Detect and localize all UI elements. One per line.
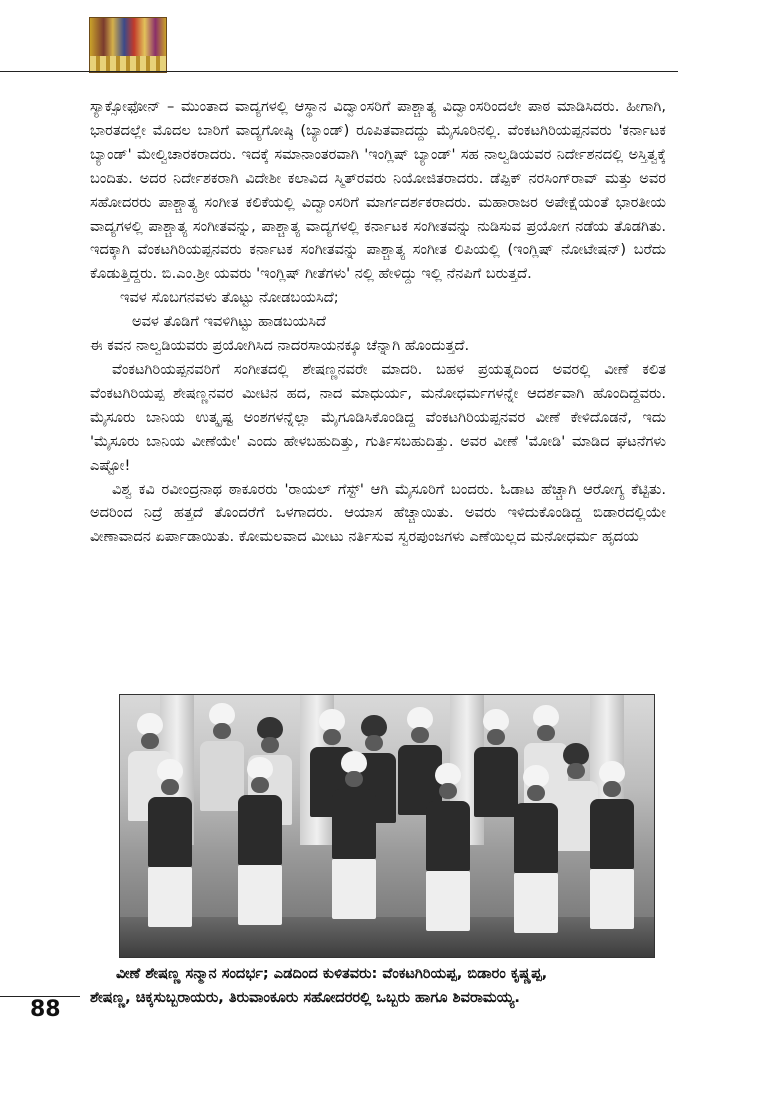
header-rule: [0, 71, 678, 72]
after-verse-line: ಈ ಕವನ ನಾಲ್ವಡಿಯವರು ಪ್ರಯೋಗಿಸಿದ ನಾದರಸಾಯನಕ್ಕೂ ಚೆನ್ನಾಗಿ ಹೊಂದುತ್ತದೆ.: [90, 337, 470, 355]
photo-caption: [90, 962, 680, 1010]
page-number: 88: [30, 997, 61, 1022]
caption-line-1: ವೀಣೆ ಶೇಷಣ್ಣ ಸನ್ಮಾನ ಸಂದರ್ಭ; ಎಡದಿಂದ ಕುಳಿತವರು: ವೆಂಕಟಗಿರಿಯಪ್ಪ, ಬಿಡಾರಂ ಕೃಷ್ಣಪ್ಪ,: [116, 965, 548, 982]
paragraph-3: ವಿಶ್ವ ಕವಿ ರವೀಂದ್ರನಾಥ ಠಾಕೂರರು 'ರಾಯಲ್ ಗೆಸ್ಟ್' ಆಗಿ ಮೈಸೂರಿಗೆ ಬಂದರು. ಓಡಾಟ ಹೆಚ್ಚಾಗಿ ಆರೋಗ್ಯ ಕೆಟ್ಟಿತು. ಅದರಿಂದ ನಿದ್ರೆ ಹತ್ತದೆ ತೊಂದರೆಗೆ ಒಳಗಾದರು. ಆಯಾಸ ಹೆಚ್ಚಾಯಿತು. ಅವರು ಇಳಿದುಕೊಂಡಿದ್ದ ಬಿಡಾರದಲ್ಲಿಯೇ ವೀಣಾವಾದನ ಏರ್ಪಾಡಾಯಿತು. ಕೋಮಲವಾದ ಮೀಟು ನರ್ತಿಸುವ ಸ್ವರಪುಂಜಗಳು ಎಣೆಯಿಲ್ಲದ ಮನೋಧರ್ಮ ಹೃದಯ: [90, 480, 666, 546]
header-decorative-image: [89, 17, 167, 73]
verse-line-1: ಇವಳ ಸೊಬಗನವಳು ತೊಟ್ಟು ನೋಡಬಯಸಿದೆ;: [120, 289, 339, 307]
caption-line-2: ಶೇಷಣ್ಣ, ಚಿಕ್ಕಸುಬ್ಬರಾಯರು, ತಿರುವಾಂಕೂರು ಸಹೋದರರಲ್ಲಿ ಒಬ್ಬರು ಹಾಗೂ ಶಿವರಾಮಯ್ಯ.: [90, 989, 520, 1006]
group-photo: [119, 694, 655, 958]
body-text: [90, 95, 666, 549]
paragraph-1: ಸ್ಯಾಕ್ಸೋಫೋನ್ – ಮುಂತಾದ ವಾದ್ಯಗಳಲ್ಲಿ ಆಸ್ಥಾನ ವಿದ್ವಾಂಸರಿಗೆ ಪಾಶ್ಚಾತ್ಯ ವಿದ್ವಾಂಸರಿಂದಲೇ ಪಾಠ ಮಾಡಿಸಿದರು. ಹೀಗಾಗಿ, ಭಾರತದಲ್ಲೇ ಮೊದಲ ಬಾರಿಗೆ ವಾದ್ಯಗೋಷ್ಠಿ (ಬ್ಯಾಂಡ್) ರೂಪಿತವಾದದ್ದು ಮೈಸೂರಿನಲ್ಲಿ. ವೆಂಕಟಗಿರಿಯಪ್ಪನವರು 'ಕರ್ನಾಟಕ ಬ್ಯಾಂಡ್' ಮೇಲ್ವಿಚಾರಕರಾದರು. ಇದಕ್ಕೆ ಸಮಾನಾಂತರವಾಗಿ 'ಇಂಗ್ಲಿಷ್ ಬ್ಯಾಂಡ್' ಸಹ ನಾಲ್ವಡಿಯವರ ನಿರ್ದೇಶನದಲ್ಲಿ ಅಸ್ತಿತ್ವಕ್ಕೆ ಬಂದಿತು. ಅದರ ನಿರ್ದೇಶಕರಾಗಿ ವಿದೇಶೀ ಕಲಾವಿದ ಸ್ಮಿತ್‌ರವರು ನಿಯೋಜಿತರಾದರು. ಡೆಪ್ಪಿಕ್ ನರಸಿಂಗ್‌ರಾವ್ ಮತ್ತು ಅವರ ಸಹೋದರರು ಪಾಶ್ಚಾತ್ಯ ಸಂಗೀತ ಕಲಿಕೆಯಲ್ಲಿ ವಿದ್ವಾಂಸರಿಗೆ ಮಾರ್ಗದರ್ಶಕರಾದರು. ಮಹಾರಾಜರ ಅಪೇಕ್ಷೆಯಂತೆ ಭಾರತೀಯ ವಾದ್ಯಗಳಲ್ಲಿ ಪಾಶ್ಚಾತ್ಯ ಸಂಗೀತವನ್ನು, ಪಾಶ್ಚಾತ್ಯ ವಾದ್ಯಗಳಲ್ಲಿ ಕರ್ನಾಟಕ ಸಂಗೀತವನ್ನು ನುಡಿಸುವ ಪ್ರಯೋಗ ನಡೆಯ ತೊಡಗಿತು. ಇದಕ್ಕಾಗಿ ವೆಂಕಟಗಿರಿಯಪ್ಪನವರು ಕರ್ನಾಟಕ ಸಂಗೀತವನ್ನು ಪಾಶ್ಚಾತ್ಯ ಸಂಗೀತ ಲಿಪಿಯಲ್ಲಿ (ಇಂಗ್ಲಿಷ್ ನೋಟೇಷನ್) ಬರೆದು ಕೊಡುತ್ತಿದ್ದರು. ಬಿ.ಎಂ.ಶ್ರೀ ಯವರು 'ಇಂಗ್ಲಿಷ್ ಗೀತೆಗಳು' ನಲ್ಲಿ ಹೇಳಿದ್ದು ಇಲ್ಲಿ ನೆನಪಿಗೆ ಬರುತ್ತದೆ.: [90, 98, 666, 283]
paragraph-2: ವೆಂಕಟಗಿರಿಯಪ್ಪನವರಿಗೆ ಸಂಗೀತದಲ್ಲಿ ಶೇಷಣ್ಣನವರೇ ಮಾದರಿ. ಬಹಳ ಪ್ರಯತ್ನದಿಂದ ಅವರಲ್ಲಿ ವೀಣೆ ಕಲಿತ ವೆಂಕಟಗಿರಿಯಪ್ಪ ಶೇಷಣ್ಣನವರ ಮೀಟಿನ ಹದ, ನಾದ ಮಾಧುರ್ಯ, ಮನೋಧರ್ಮಗಳನ್ನೇ ಆದರ್ಶವಾಗಿ ಹೊಂದಿದ್ದವರು. ಮೈಸೂರು ಬಾನಿಯ ಉತ್ಕೃಷ್ಟ ಅಂಶಗಳನ್ನೆಲ್ಲಾ ಮೈಗೂಡಿಸಿಕೊಂಡಿದ್ದ ವೆಂಕಟಗಿರಿಯಪ್ಪನವರ ವೀಣೆ ಕೇಳಿದೊಡನೆ, ಇದು 'ಮೈಸೂರು ಬಾನಿಯ ವೀಣೆಯೇ' ಎಂದು ಹೇಳಬಹುದಿತ್ತು, ಗುರ್ತಿಸಬಹುದಿತ್ತು. ಅವರ ವೀಣೆ 'ಮೋಡಿ' ಮಾಡಿದ ಘಟನೆಗಳು ಎಷ್ಟೋ!: [90, 360, 666, 474]
verse-line-2: ಅವಳ ತೊಡಿಗೆ ಇವಳಿಗಿಟ್ಟು ಹಾಡಬಯಸಿದೆ: [132, 313, 326, 331]
